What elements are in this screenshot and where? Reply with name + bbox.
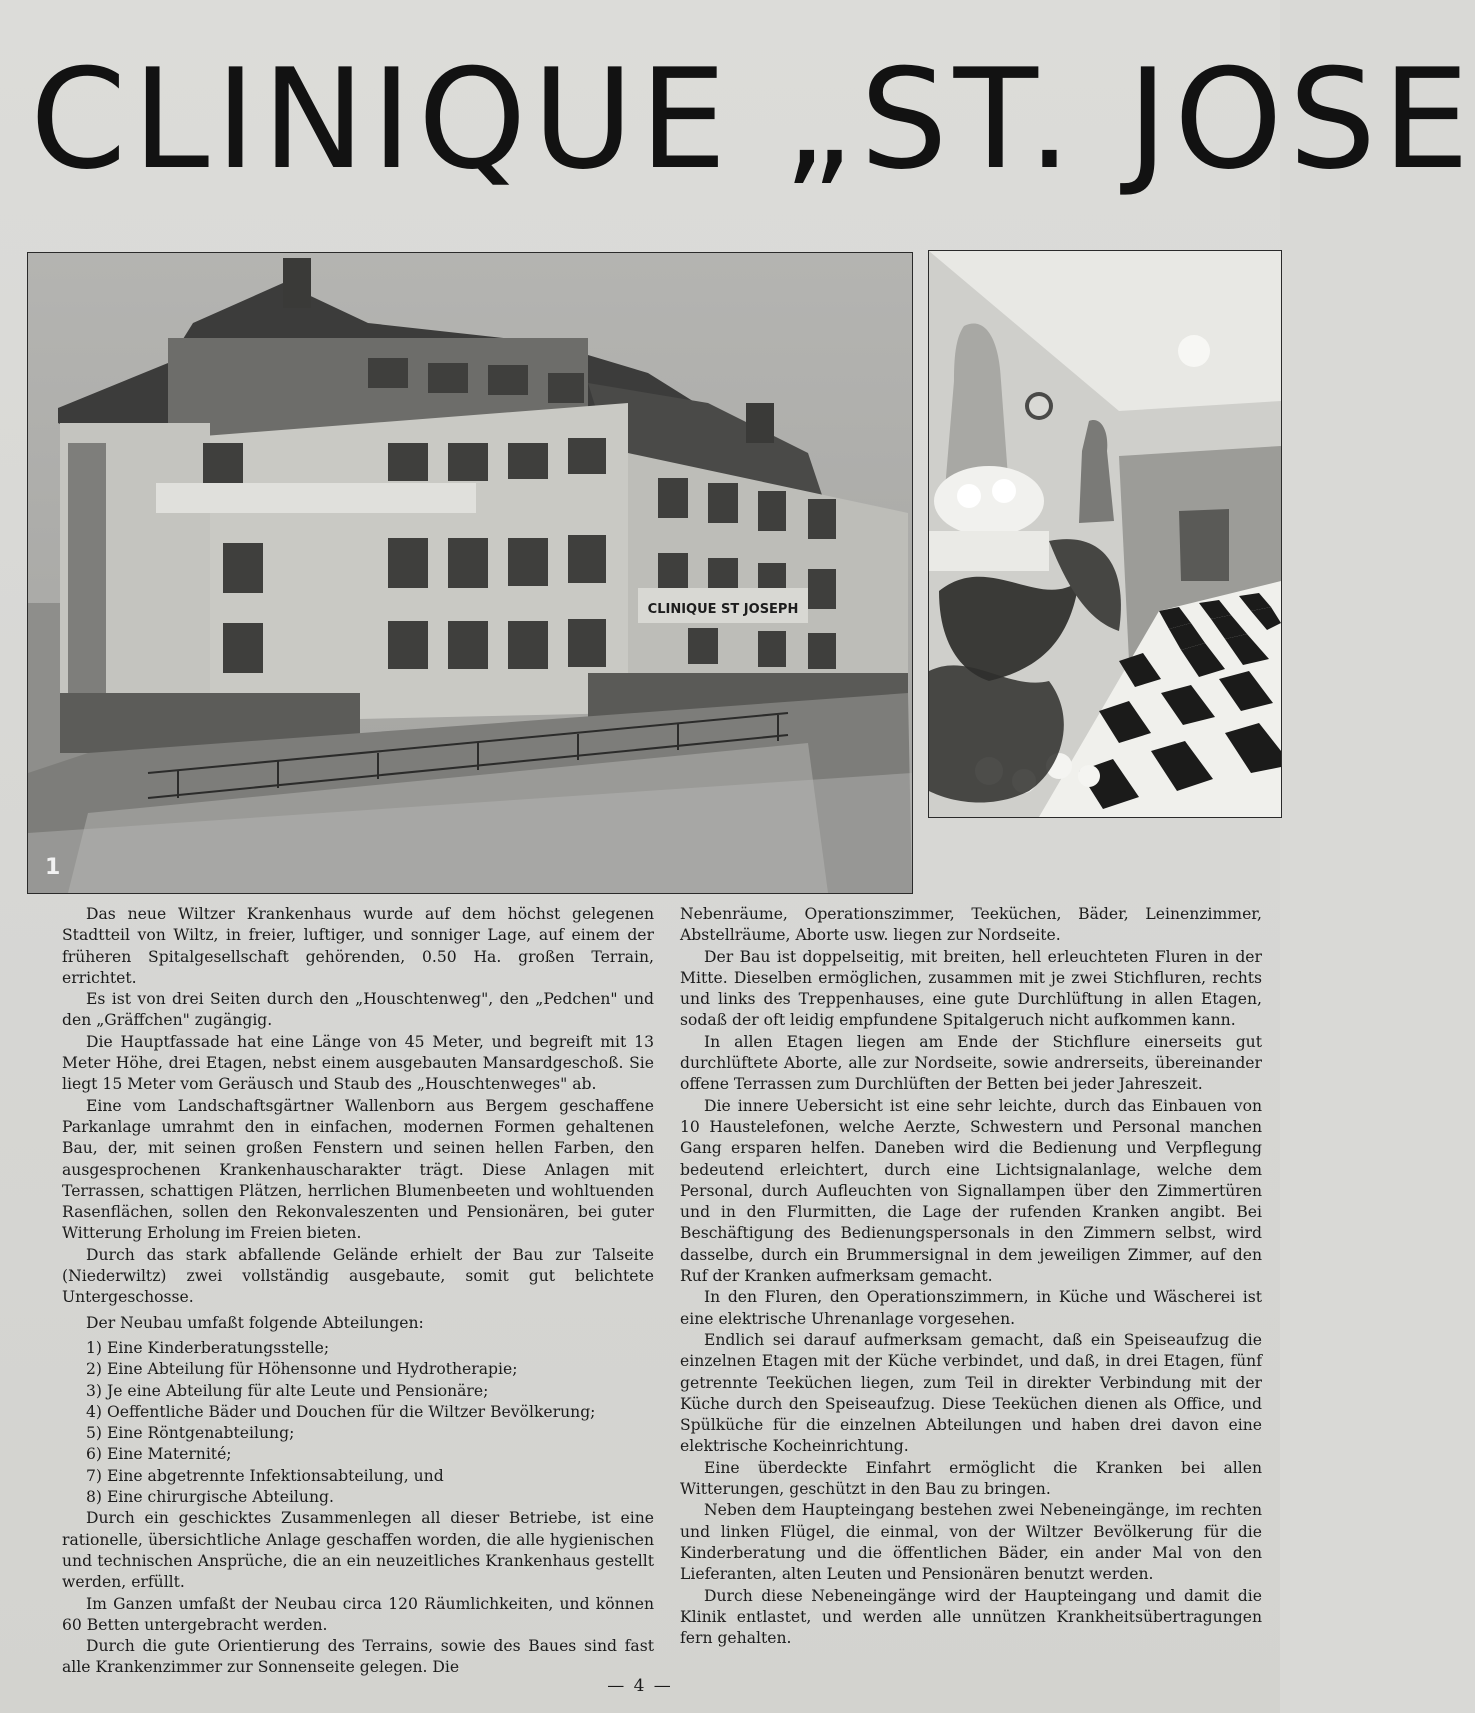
paragraph-continuation: Nebenräume, Operationszimmer, Teeküchen, Bäder, Leinenzimmer, Abstellräume, Aborte usw. liegen zur Nordseite. bbox=[680, 905, 1262, 945]
paragraph: Die Hauptfassade hat eine Länge von 45 Meter, und begreift mit 13 Meter Höhe, drei Etagen, nebst einem ausgebauten Mansardgeschoß. Sie liegt 15 Meter vom Geräusch und Staub des „Houschtenweges" ab. bbox=[62, 1032, 654, 1094]
paragraph: Das neue Wiltzer Krankenhaus wurde auf dem höchst gelegenen Stadtteil von Wiltz, in freier, luftiger, und sonniger Lage, auf einem der früheren Spitalgesellschaft gehörenden, 0.50 Ha. großen Terrain, errichtet. bbox=[62, 905, 654, 987]
building-sign: CLINIQUE ST JOSEPH bbox=[647, 602, 799, 617]
list-item: 2) Eine Abteilung für Höhensonne und Hydrotherapie; bbox=[86, 1360, 518, 1379]
list-item: 4) Oeffentliche Bäder und Douchen für die Wiltzer Bevölkerung; bbox=[86, 1402, 596, 1421]
list-item: 1) Eine Kinderberatungsstelle; bbox=[86, 1338, 330, 1357]
list-item: 6) Eine Maternité; bbox=[86, 1445, 232, 1464]
building-illustration bbox=[28, 253, 912, 893]
departments-list bbox=[62, 1338, 654, 1508]
paragraph: Durch diese Nebeneingänge wird der Haupteingang und damit die Klinik entlastet, und werden alle unnützen Krankheitsübertragungen fern gehalten. bbox=[680, 1586, 1262, 1648]
list-item: 3) Je eine Abteilung für alte Leute und Pensionäre; bbox=[86, 1381, 489, 1400]
paragraph: Durch ein geschicktes Zusammenlegen all dieser Betriebe, ist eine rationelle, übersichtliche Anlage geschaffen worden, die alle hygienischen und technischen Ansprüche, die an ein neuzeitliches Krankenhaus gestellt werden, erfüllt. bbox=[62, 1509, 654, 1592]
corridor-photo bbox=[928, 250, 1282, 818]
paragraph: Endlich sei darauf aufmerksam gemacht, daß ein Speiseaufzug die einzelnen Etagen mit der Küche verbindet, und daß, in drei Etagen, fünf getrennte Teeküchen liegen, zum Teil in direkter Verbindung mit der Küche durch den Speiseaufzug. Diese Teeküchen dienen als Office, und Spülküche für die einzelnen Abteilungen und haben drei davon eine elektrische Kocheinrichtung. bbox=[680, 1330, 1262, 1456]
paragraph: Eine vom Landschaftsgärtner Wallenborn aus Bergem geschaffene Parkanlage umrahmt den in einfachen, modernen Formen gehaltenen Bau, der, mit seinen großen Fenstern und seinen hellen Farben, den ausgesprochenen Krankenhauscharakter trägt. Diese Anlagen mit Terrassen, schattigen Plätzen, herrlichen Blumenbeeten und wohltuenden Rasenflächen, sollen den Rekonvaleszenten und Pensionären, bei guter Witterung Erholung im Freien bieten. bbox=[62, 1096, 654, 1243]
paragraph: In allen Etagen liegen am Ende der Stichflure einerseits gut durchlüftete Aborte, alle zur Nordseite, sowie andrerseits, übereinander offene Terrassen zum Durchlüften der Betten bei jeder Jahreszeit. bbox=[680, 1032, 1262, 1094]
list-item: 7) Eine abgetrennte Infektionsabteilung, und bbox=[86, 1466, 444, 1485]
list-item: 5) Eine Röntgenabteilung; bbox=[86, 1424, 295, 1443]
paragraph: Die innere Uebersicht ist eine sehr leichte, durch das Einbauen von 10 Haustelefonen, welche Aerzte, Schwestern und Personal manchen Gang ersparen helfen. Daneben wird die Bedienung und Verpflegung bedeutend erleichtert, durch eine Lichtsignalanlage, welche dem Personal, durch Aufleuchten von Signallampen über den Zimmertüren und in den Flurmitten, die Lage der rufenden Kranken angibt. Bei Beschäftigung des Bedienungspersonals in den Zimmern selbst, wird dasselbe, durch ein Brummersignal in dem jeweiligen Zimmer, auf den Ruf der Kranken aufmerksam gemacht. bbox=[680, 1096, 1262, 1286]
list-intro: Der Neubau umfaßt folgende Abteilungen: bbox=[86, 1313, 424, 1332]
page-number: — 4 — bbox=[607, 1676, 673, 1696]
page-title: CLINIQUE „ST. JOSE bbox=[30, 39, 1475, 200]
paragraph: In den Fluren, den Operationszimmern, in Küche und Wäscherei ist eine elektrische Uhrenanlage vorgesehen. bbox=[680, 1288, 1262, 1328]
list-item: 8) Eine chirurgische Abteilung. bbox=[86, 1488, 334, 1507]
figure-number: 1 bbox=[45, 855, 61, 880]
building-photo bbox=[27, 252, 913, 894]
corridor-illustration bbox=[929, 251, 1281, 817]
paragraph: Neben dem Haupteingang bestehen zwei Nebeneingänge, im rechten und linken Flügel, die einmal, von der Wiltzer Bevölkerung für die Kinderberatung und die öffentlichen Bäder, ein ander Mal von den Lieferanten, alten Leuten und Pensionären benutzt werden. bbox=[680, 1501, 1262, 1584]
paragraph: Eine überdeckte Einfahrt ermöglicht die Kranken bei allen Witterungen, geschützt in den Bau zu bringen. bbox=[680, 1458, 1262, 1499]
paragraph: Im Ganzen umfaßt der Neubau circa 120 Räumlichkeiten, und können 60 Betten untergebracht werden. bbox=[62, 1594, 654, 1634]
paragraph: Durch die gute Orientierung des Terrains, sowie des Baues sind fast alle Krankenzimmer zur Sonnenseite gelegen. Die bbox=[62, 1637, 654, 1677]
paragraph: Durch das stark abfallende Gelände erhielt der Bau zur Talseite (Niederwiltz) zwei vollständig ausgebaute, somit gut belichtete Untergeschosse. bbox=[62, 1245, 654, 1307]
paragraph: Der Bau ist doppelseitig, mit breiten, hell erleuchteten Fluren in der Mitte. Dieselben ermöglichen, zusammen mit je zwei Stichfluren, rechts und links des Treppenhauses, eine gute Durchlüftung in allen Etagen, sodaß der oft leidig empfundene Spitalgeruch nicht aufkommen kann. bbox=[680, 947, 1262, 1030]
paragraph: Es ist von drei Seiten durch den „Houschtenweg", den „Pedchen" und den „Gräffchen" zugängig. bbox=[62, 990, 654, 1030]
right-column bbox=[680, 904, 1262, 1649]
left-column bbox=[62, 904, 654, 1679]
